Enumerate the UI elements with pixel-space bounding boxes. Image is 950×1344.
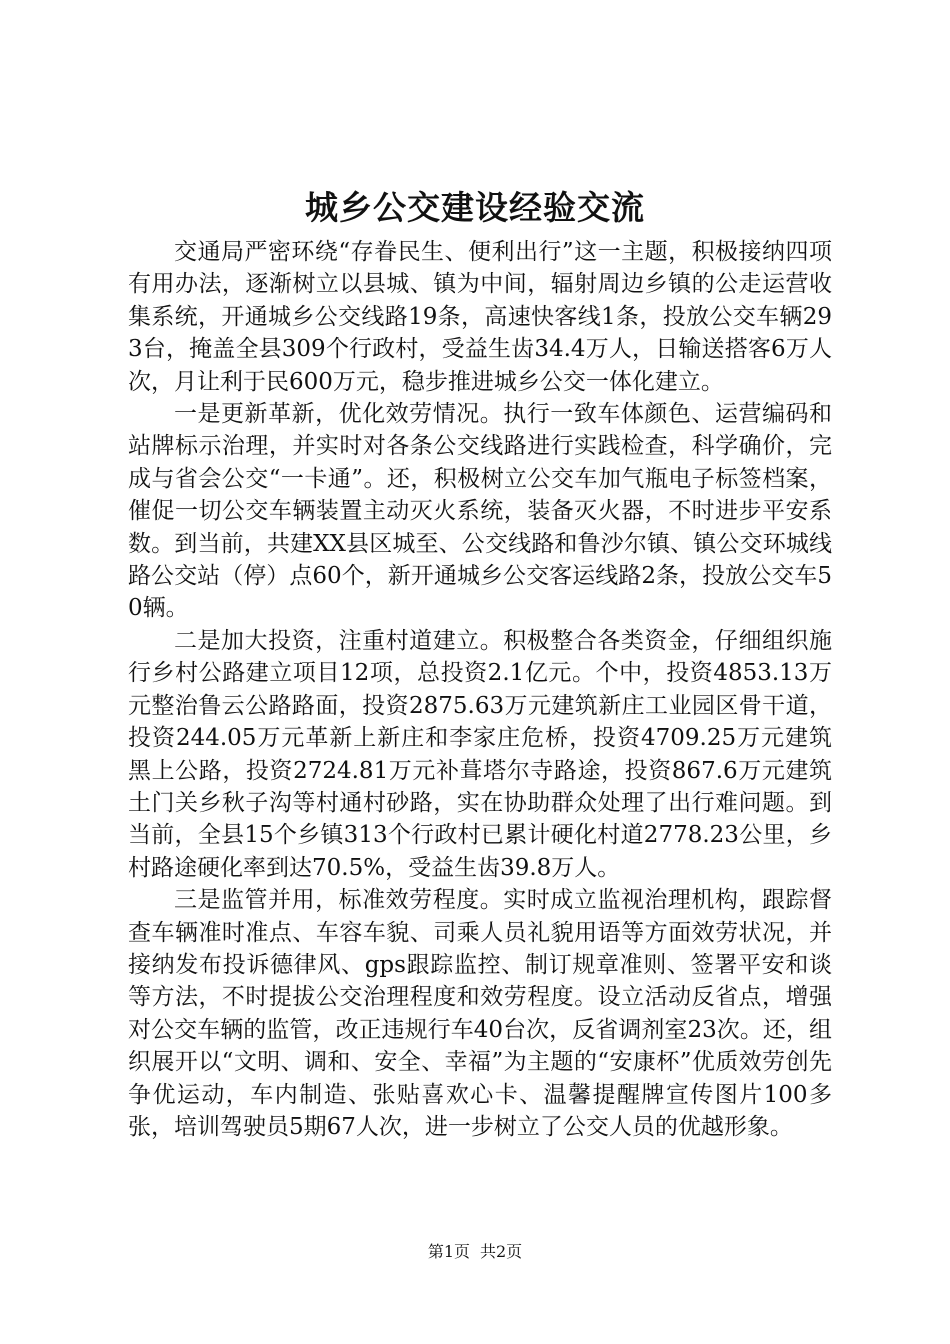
page-number: 第1页: [427, 1242, 470, 1261]
paragraph-intro: 交通局严密环绕“存眷民生、便利出行”这一主题，积极接纳四项有用办法，逐渐树立以县城、镇为中间，辐射周边乡镇的公走运营收集系统，开通城乡公交线路19条，高速快客线1条，投放公交车辆293台，掩盖全县309个行政村，受益生齿34.4万人，日输送搭客6万人次，月让利于民600万元，稳步推进城乡公交一体化建立。: [128, 239, 832, 395]
page-footer: [0, 1240, 950, 1264]
paragraph-service-upgrade: 一是更新革新，优化效劳情况。执行一致车体颜色、运营编码和站牌标示治理，并实时对各条公交线路进行实践检查，科学确价，完成与省会公交“一卡通”。还，积极树立公交车加气瓶电子标签档案，催促一切公交车辆装置主动灭火系统，装备灭火器，不时进步平安系数。到当前，共建XX县区城至、公交线路和鲁沙尔镇、镇公交环城线路公交站（停）点60个，新开通城乡公交客运线路2条，投放公交车50辆。: [128, 401, 832, 622]
paragraph-supervision: 三是监管并用，标准效劳程度。实时成立监视治理机构，跟踪督查车辆准时准点、车容车貌、司乘人员礼貌用语等方面效劳状况，并接纳发布投诉德律风、gps跟踪监控、制订规章准则、签署平安和谈等方法，不时提拔公交治理程度和效劳程度。设立活动反省点，增强对公交车辆的监管，改正违规行车40台次，反省调剂室23次。还，组织展开以“文明、调和、安全、幸福”为主题的“安康杯”优质效劳创先争优运动，车内制造、张贴喜欢心卡、温馨提醒牌宣传图片100多张，培训驾驶员5期67人次，进一步树立了公交人员的优越形象。: [128, 887, 832, 1140]
page-total: 共2页: [480, 1242, 523, 1261]
document-title: 城乡公交建设经验交流: [305, 188, 645, 227]
paragraph-investment: 二是加大投资，注重村道建立。积极整合各类资金，仔细组织施行乡村公路建立项目12项，总投资2.1亿元。个中，投资4853.13万元整治鲁云公路路面，投资2875.63万元建筑新庄工业园区骨干道，投资244.05万元革新上新庄和李家庄危桥，投资4709.25万元建筑黑上公路，投资2724.81万元补葺塔尔寺路途，投资867.6万元建筑土门关乡秋子沟等村通村砂路，实在协助群众处理了出行难问题。到当前，全县15个乡镇313个行政村已累计硬化村道2778.23公里，乡村路途硬化率到达70.5%，受益生齿39.8万人。: [128, 627, 832, 881]
document-body: [128, 236, 832, 1143]
